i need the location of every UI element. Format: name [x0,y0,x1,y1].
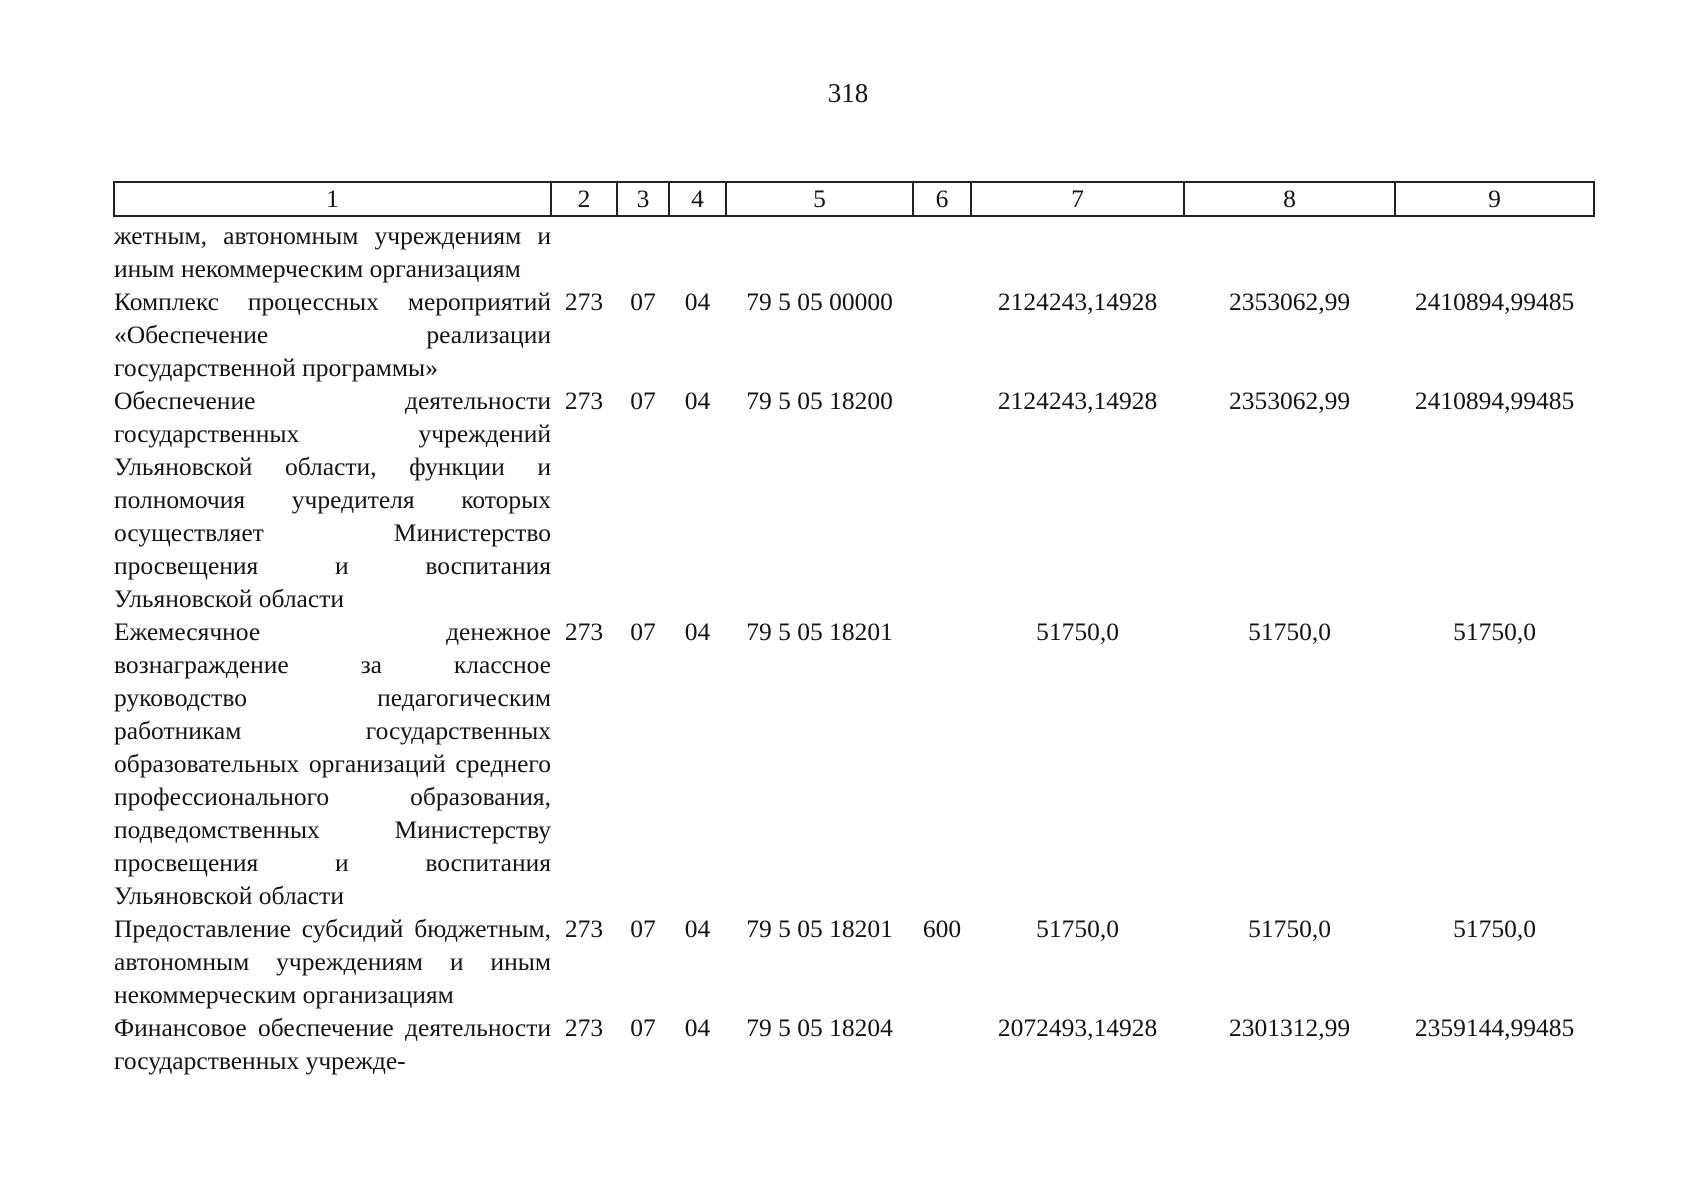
cell-col-7: 51750,0 [1036,914,1119,943]
cell-col-2: 273 [564,1013,604,1042]
cell-col-6 [913,384,971,615]
cell-col-7: 2072493,14928 [997,1013,1158,1042]
col-header-5: 5 [726,182,913,216]
cell-col-5: 79 5 05 18200 [746,386,893,415]
row-description: Обеспечение деятельности государственных учреждений Ульяновской области, функции и полномочия учредителя которых осуществляет Министерство просвещения и воспитания Ульяновской области [114,386,551,613]
cell-col-7: 2124243,14928 [997,287,1158,316]
cell-col-2: 273 [564,287,604,316]
table-row [114,216,1594,285]
cell-col-5: 79 5 05 18201 [746,617,893,646]
cell-col-8: 2301312,99 [1228,1013,1351,1042]
cell-col-8: 51750,0 [1248,617,1331,646]
cell-col-6 [913,1011,971,1077]
cell-col-5: 79 5 05 18201 [746,914,893,943]
cell-col-9: 2359144,99485 [1414,1013,1575,1042]
cell-col-7: 51750,0 [1036,617,1119,646]
cell-col-9: 2410894,99485 [1414,386,1575,415]
cell-col-4: 04 [684,914,711,943]
cell-col-8: 2353062,99 [1228,386,1351,415]
cell-col-9 [1395,216,1594,285]
table-row [114,285,1594,384]
cell-col-3: 07 [630,914,656,943]
row-description: жетным, автономным учреждениям и иным некоммерческим организациям [114,221,551,283]
cell-col-9: 2410894,99485 [1414,287,1575,316]
cell-col-4 [669,216,726,285]
table-row [114,1011,1594,1077]
col-header-3: 3 [617,182,669,216]
col-header-9: 9 [1395,182,1594,216]
cell-col-5: 79 5 05 18204 [746,1013,893,1042]
cell-col-3: 07 [630,1013,656,1042]
cell-col-4: 04 [684,617,711,646]
cell-col-8 [1184,216,1395,285]
row-description: Финансовое обеспечение деятельности государственных учрежде- [114,1013,551,1075]
table-row [114,384,1594,615]
cell-col-2 [551,216,617,285]
table-row [114,912,1594,1011]
cell-col-3: 07 [630,617,656,646]
cell-col-7 [971,216,1184,285]
col-header-4: 4 [669,182,726,216]
cell-col-3: 07 [630,287,656,316]
cell-col-3 [617,216,669,285]
cell-col-5 [726,216,913,285]
cell-col-9: 51750,0 [1453,914,1536,943]
col-header-6: 6 [913,182,971,216]
cell-col-3: 07 [630,386,656,415]
row-description: Предоставление субсидий бюджетным, автономным учреждениям и иным некоммерческим организациям [114,914,551,1009]
cell-col-8: 2353062,99 [1228,287,1351,316]
cell-col-6: 600 [922,914,962,943]
cell-col-6 [913,216,971,285]
page-number: 318 [827,78,869,108]
table-header-row [114,182,1594,216]
cell-col-4: 04 [684,1013,711,1042]
cell-col-7: 2124243,14928 [997,386,1158,415]
cell-col-2: 273 [564,914,604,943]
cell-col-2: 273 [564,617,604,646]
col-header-2: 2 [551,182,617,216]
cell-col-5: 79 5 05 00000 [746,287,893,316]
cell-col-6 [913,615,971,912]
row-description: Ежемесячное денежное вознаграждение за классное руководство педагогическим работникам государственных образовательных организаций среднего профессионального образования, подведомственных Министерству просвещения и воспитания Ульяновской области [114,617,551,910]
cell-col-8: 51750,0 [1248,914,1331,943]
row-description: Комплекс процессных мероприятий «Обеспечение реализации государственной программы» [114,287,551,382]
cell-col-4: 04 [684,386,711,415]
table-row [114,615,1594,912]
col-header-7: 7 [971,182,1184,216]
cell-col-9: 51750,0 [1453,617,1536,646]
col-header-1: 1 [114,182,551,216]
cell-col-2: 273 [564,386,604,415]
cell-col-4: 04 [684,287,711,316]
col-header-8: 8 [1184,182,1395,216]
budget-table [113,181,1595,1077]
cell-col-6 [913,285,971,384]
